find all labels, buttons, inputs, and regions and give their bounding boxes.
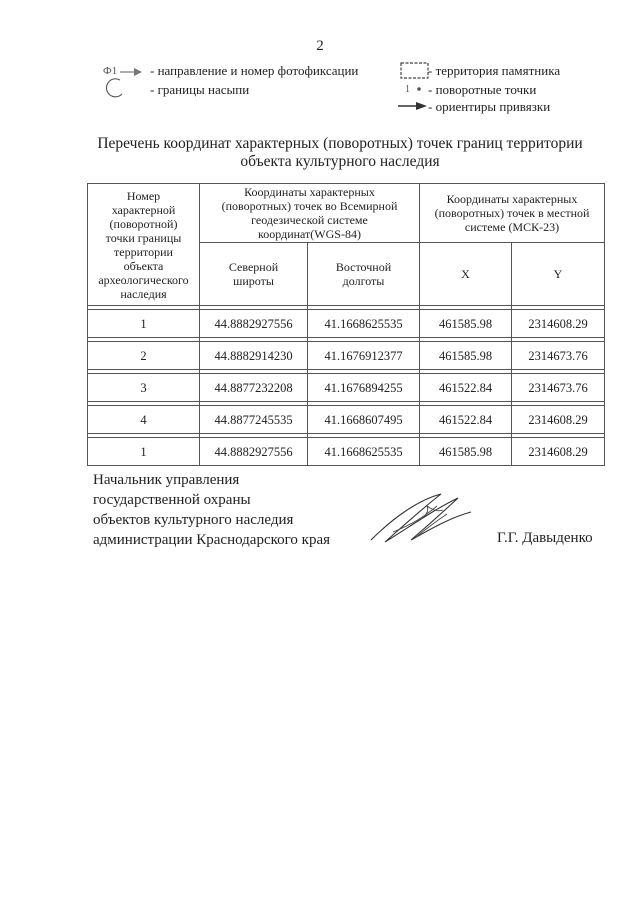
header-point-number <box>88 184 200 306</box>
signer-name: Г.Г. Давыденко <box>497 530 593 546</box>
title-line-2: объекта культурного наследия <box>240 153 440 170</box>
header-line: территории <box>114 244 173 259</box>
header-line: (поворотных) точек во Всемирной <box>221 199 398 213</box>
legend-monument-territory: - территория памятника <box>428 63 561 78</box>
table-row <box>88 438 605 466</box>
table-row <box>88 310 605 338</box>
header-line: долготы <box>342 274 385 288</box>
table-row <box>88 406 605 434</box>
header-x: X <box>420 243 512 306</box>
header-line: Восточной <box>335 260 392 274</box>
mound-arc-icon <box>104 78 126 100</box>
landmark-arrow-icon <box>398 101 428 111</box>
point-dot-icon <box>416 86 422 92</box>
cell-point-number: 3 <box>88 374 200 402</box>
cell-x: 461585.98 <box>420 438 512 466</box>
header-line: Северной <box>228 260 279 274</box>
page-number: 2 <box>316 38 324 54</box>
cell-latitude: 44.8882927556 <box>200 310 308 338</box>
cell-x: 461585.98 <box>420 310 512 338</box>
cell-y: 2314673.76 <box>512 374 605 402</box>
header-line: Номер <box>126 188 161 203</box>
header-line: (поворотной) <box>109 216 178 231</box>
cell-point-number: 1 <box>88 310 200 338</box>
table-row <box>88 342 605 370</box>
territory-rect-icon <box>400 62 430 80</box>
cell-latitude: 44.8877232208 <box>200 374 308 402</box>
signatory-title <box>93 470 330 550</box>
title-line-1: Перечень координат характерных (поворотных) точек границ территории <box>97 135 583 152</box>
header-line: геодезической системе <box>251 213 368 227</box>
legend-reference-landmarks: - ориентиры привязки <box>428 99 551 114</box>
coordinates-table <box>87 183 605 466</box>
header-line: объекта <box>123 258 164 273</box>
header-line: характерной <box>111 202 176 217</box>
signatory-line-1: Начальник управления <box>93 472 240 488</box>
header-line: наследия <box>120 286 167 301</box>
photo-direction-symbol <box>103 63 117 79</box>
legend-turning-points: - поворотные точки <box>428 82 537 97</box>
cell-latitude: 44.8882927556 <box>200 438 308 466</box>
cell-longitude: 41.1676894255 <box>308 374 420 402</box>
header-line: Координаты характерных <box>446 192 578 206</box>
header-msk23-group <box>420 184 605 243</box>
header-line: системе (МСК-23) <box>464 220 560 234</box>
legend-mound-boundaries: - границы насыпи <box>150 82 250 97</box>
cell-point-number: 1 <box>88 438 200 466</box>
arrow-icon <box>120 66 142 78</box>
cell-longitude: 41.1668625535 <box>308 310 420 338</box>
signatory-line-4: администрации Краснодарского края <box>93 532 331 548</box>
cell-latitude: 44.8882914230 <box>200 342 308 370</box>
cell-y: 2314608.29 <box>512 310 605 338</box>
legend-photo-direction: - направление и номер фотофиксации <box>150 63 359 78</box>
header-wgs84-group <box>200 184 420 243</box>
document-title <box>80 135 600 171</box>
signatory-line-3: объектов культурного наследия <box>93 512 294 528</box>
header-line: Координаты характерных <box>244 185 375 199</box>
cell-point-number: 2 <box>88 342 200 370</box>
header-line: (поворотных) точек в местной <box>434 206 590 220</box>
cell-x: 461585.98 <box>420 342 512 370</box>
cell-y: 2314608.29 <box>512 406 605 434</box>
header-line: широты <box>233 274 274 288</box>
turning-point-symbol <box>405 82 410 98</box>
signatory-line-2: государственной охраны <box>93 492 251 508</box>
cell-point-number: 4 <box>88 406 200 434</box>
table-row <box>88 374 605 402</box>
turning-point-number: 1 <box>405 84 410 95</box>
cell-latitude: 44.8877245535 <box>200 406 308 434</box>
header-line: археологического <box>98 272 189 287</box>
cell-x: 461522.84 <box>420 374 512 402</box>
cell-longitude: 41.1668625535 <box>308 438 420 466</box>
cell-y: 2314608.29 <box>512 438 605 466</box>
header-east-longitude <box>308 243 420 306</box>
cell-y: 2314673.76 <box>512 342 605 370</box>
cell-longitude: 41.1668607495 <box>308 406 420 434</box>
header-north-latitude <box>200 243 308 306</box>
photo-direction-label: Ф1 <box>103 65 118 77</box>
handwritten-signature-icon <box>363 488 478 548</box>
header-y: Y <box>512 243 605 306</box>
header-line: точки границы <box>105 230 182 245</box>
cell-longitude: 41.1676912377 <box>308 342 420 370</box>
cell-x: 461522.84 <box>420 406 512 434</box>
header-line: координат(WGS-84) <box>258 227 361 241</box>
